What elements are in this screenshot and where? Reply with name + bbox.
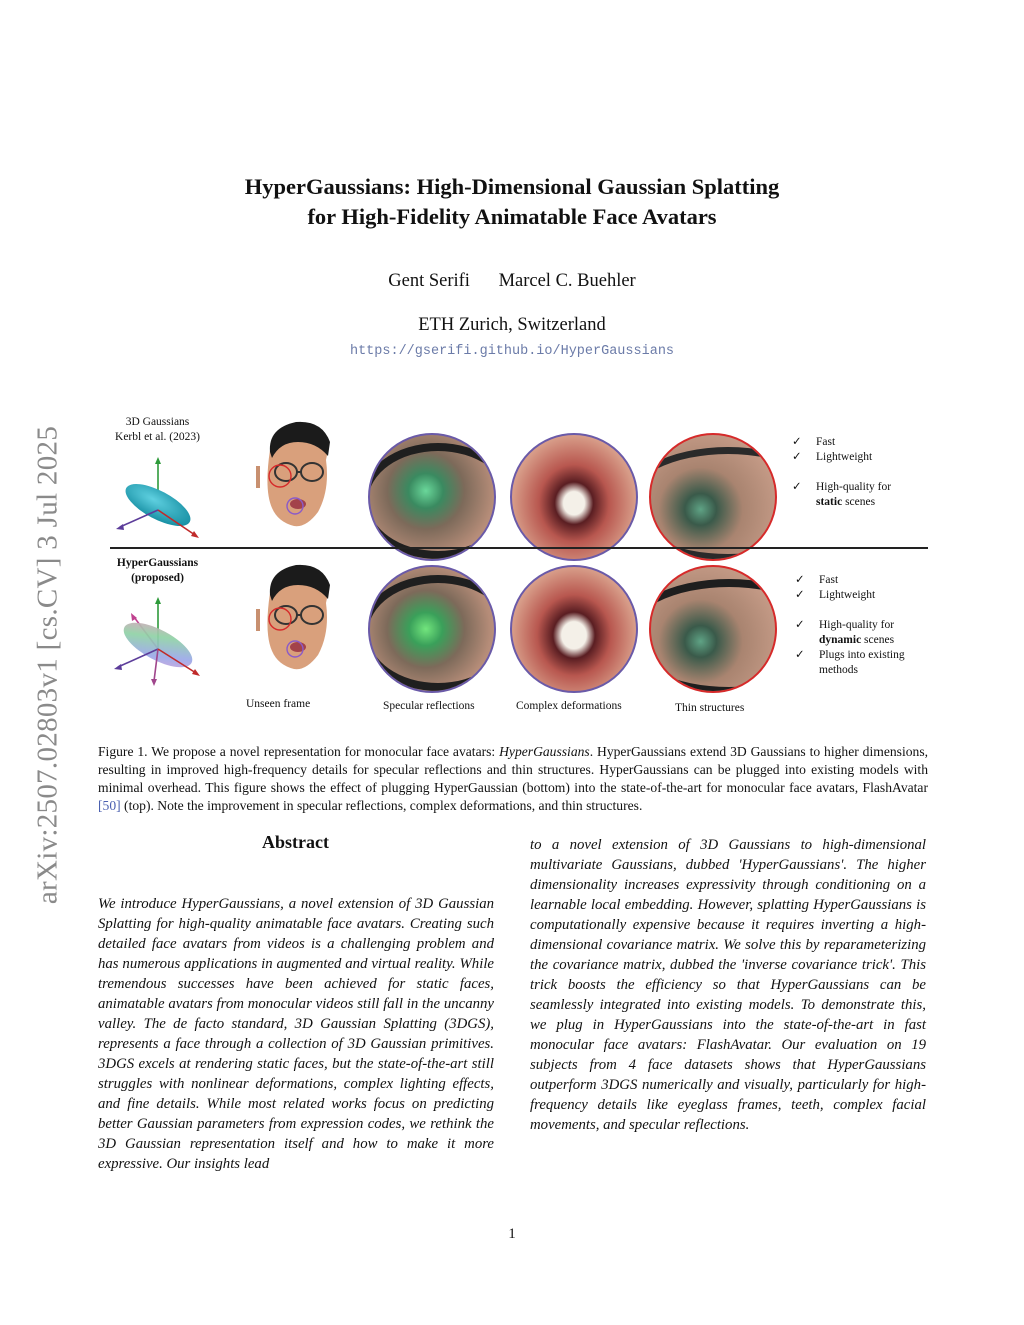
ear-icon: [256, 466, 260, 488]
zoom-deformation-static: [510, 433, 638, 561]
check-icon: ✓: [795, 649, 805, 661]
bottom-row-label-line1: HyperGaussians: [116, 557, 199, 569]
avatar-face-hyper: [250, 563, 340, 678]
zoom-specular-hyper: [368, 565, 496, 693]
col-label-deformations: Complex deformations: [516, 700, 622, 712]
check-icon: ✓: [792, 481, 802, 493]
citation-link[interactable]: [50]: [98, 798, 121, 813]
dynamic-checklist: ✓ Fast ✓ Lightweight ✓ High-quality for dynamic scenes ✓ Plugs into existing methods: [795, 574, 905, 676]
static-checklist: ✓ Fast ✓ Lightweight ✓ High-quality for static scenes: [792, 436, 892, 508]
title-line-1: HyperGaussians: High-Dimensional Gaussian Splatting: [244, 174, 780, 199]
title-line-2: for High-Fidelity Animatable Face Avatars: [307, 204, 717, 229]
check-icon: ✓: [795, 589, 805, 601]
avatar-face-static: [250, 420, 340, 535]
arxiv-stamp: [28, 385, 68, 945]
abstract-left-column: We introduce HyperGaussians, a novel extension of 3D Gaussian Splatting for high-quality animatable face avatars. Creating such detailed face avatars from videos is a challenging problem and has numerous applications in augmented and virtual reality. While tremendous successes have been achieved for static faces, animatable avatars from monocular videos still fall in the uncanny valley. The de facto standard, 3D Gaussian Splatting (3DGS), represents a face through a collection of 3D Gaussian primitives. 3DGS excels at rendering static faces, but the state-of-the-art still struggles with nonlinear deformations, complex lighting effects, and fine details. While most related works focus on predicting better Gaussian parameters from expression codes, we rethink the 3D Gaussian representation itself and how to make it more expressive. Our insights lead: [98, 896, 494, 1172]
teaser-figure: [100, 405, 930, 725]
top-row-label: [100, 415, 215, 445]
col-label-specular: Specular reflections: [383, 700, 475, 712]
bottom-row-label-line2: (proposed): [131, 572, 184, 584]
check-icon: ✓: [792, 451, 802, 463]
author-1: Gent Serifi: [388, 271, 470, 291]
top-row-label-line1: 3D Gaussians: [125, 416, 190, 428]
check-icon: ✓: [792, 436, 802, 448]
abstract-right-column: to a novel extension of 3D Gaussians to high-dimensional multivariate Gaussians, dubbed 'HyperGaussians'. The higher dimensionality increases expressivity through conditioning on a learnable local embedding. However, splatting HyperGaussians is computationally expensive because it requires inverting a high-dimensional covariance matrix. We solve this by reparameterizing the covariance matrix, dubbed the 'inverse covariance trick'. This trick boosts the efficiency so that HyperGaussians can be seamlessly integrated into existing models. To demonstrate this, we plug in HyperGaussians into the state-of-the-art in fast monocular face avatars: FlashAvatar. Our evaluation on 19 subjects from 4 face datasets shows that HyperGaussians outperform 3DGS numerically and visually, particularly for high-frequency details like eyeglass frames, teeth, complex facial movements, and specular reflections.: [530, 837, 926, 1133]
author-2: Marcel C. Buehler: [498, 271, 636, 291]
page-number: 1: [508, 1226, 516, 1242]
col-label-thin: Thin structures: [675, 702, 745, 714]
arxiv-stamp-text: arXiv:2507.02803v1 [cs.CV] 3 Jul 2025: [31, 425, 64, 905]
project-url-link[interactable]: https://gserifi.github.io/HyperGaussians: [349, 344, 675, 359]
zoom-thin-hyper: [649, 565, 777, 693]
author-list: [0, 271, 1024, 292]
hypergaussian-icon: [110, 597, 215, 689]
bottom-row-label: [100, 556, 215, 586]
zoom-specular-static: [368, 433, 496, 561]
row-divider: [110, 547, 928, 549]
zoom-thin-static: [649, 433, 777, 561]
top-row-label-line2: Kerbl et al. (2023): [115, 431, 200, 443]
check-icon: ✓: [795, 619, 805, 631]
gaussian-3d-icon: [110, 455, 215, 545]
figure-caption: Figure 1. We propose a novel representation for monocular face avatars: HyperGaussians. HyperGaussians extend 3D Gaussians to higher dimensions, resulting in improved high-frequency details for specular reflections and thin structures. HyperGaussians can be plugged into existing models with minimal overhead. This figure shows the effect of plugging HyperGaussian (bottom) into the state-of-the-art for monocular face avatars, FlashAvatar [50] (top). Note the improvement in specular reflections, complex deformations, and thin structures.: [98, 744, 929, 813]
ear-icon: [256, 609, 260, 631]
zoom-deformation-hyper: [510, 565, 638, 693]
affiliation: ETH Zurich, Switzerland: [418, 315, 606, 335]
paper-title: [0, 172, 1024, 232]
abstract-heading: Abstract: [262, 832, 329, 852]
col-label-unseen: Unseen frame: [246, 698, 311, 710]
check-icon: ✓: [795, 574, 805, 586]
